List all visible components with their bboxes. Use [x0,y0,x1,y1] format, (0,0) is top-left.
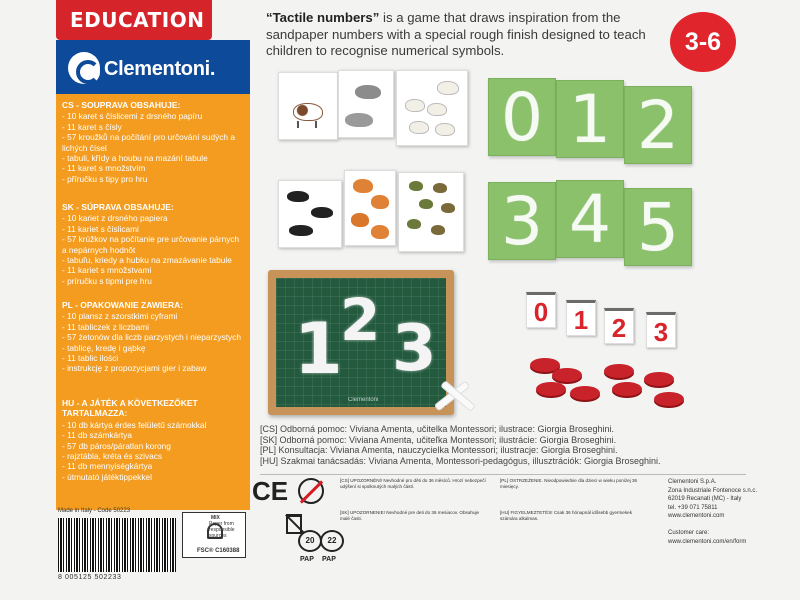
tactile-number: 5 [637,189,679,266]
dog-icon [287,191,309,202]
language-block [62,300,244,374]
language-block [62,202,244,286]
contents-item: - instrukcję z propozycjami gier i zabaw [62,363,244,373]
duck-icon [409,181,423,191]
language-title: PL - OPAKOWANIE ZAWIERA: [62,300,184,310]
dog-icon [289,225,313,236]
credit-line: [SK] Odborná pomoc: Viviana Amenta, učiteľka Montessori; ilustrácie: Giorgia Broseghini. [260,434,617,445]
contents-item: - 10 plansz z szorstkimi cyframi [62,311,244,321]
duck-icon [433,183,447,193]
counter-chip [570,386,600,400]
contents-list [62,111,244,184]
donkey-icon [345,113,373,127]
sheep-icon [427,103,447,116]
fsc-label [182,512,246,558]
education-label: EDUCATION [70,8,205,32]
intro-text [266,10,658,60]
age-badge: 3-6 [670,12,736,72]
contents-item: - 10 db kártya érdes felületű számokkal [62,420,244,430]
number-tile: 3 [646,312,676,348]
dog-icon [311,207,333,218]
small-parts-warning-icon [298,478,324,504]
tactile-number: 3 [501,183,543,260]
tactile-number: 4 [569,181,611,258]
fsc-tree-icon [207,523,223,539]
contents-item: - 11 tabliczek z liczbami [62,322,244,332]
pap-label: PAP [322,556,336,563]
contents-item: - 57 krúžkov na počítanie pre určovanie párnych a nepárnych hodnôt [62,234,244,255]
barcode-number: 8 005125 502233 [58,574,176,581]
sheep-icon [435,123,455,136]
animal-card-donkeys [338,70,394,138]
address-line: www.clementoni.com/en/form [668,538,747,545]
barcode [58,518,176,572]
sheep-icon [409,121,429,134]
animal-card-cow [278,72,338,140]
intro-rest: is a game that draws inspiration from the sandpaper numbers with a special rough finish designed to teach children to recognise numerical symbols. [266,10,646,58]
number-tile: 0 [526,292,556,328]
animal-card-ducks [398,172,464,252]
language-title: SK - SÚPRAVA OBSAHUJE: [62,202,174,212]
address-line: Customer care: [668,530,710,536]
contents-item: - příručku s tipy pro hru [62,174,244,184]
recycle-icon: 20 [298,530,322,552]
board-number: 3 [392,312,437,386]
contents-item: - tablicę, kredę i gąbkę [62,343,244,353]
contents-list [62,420,244,482]
made-in: Made in Italy - Code 50223 [58,508,131,514]
tactile-card-5 [624,188,692,266]
animal-card-sheep [396,70,468,146]
contents-item: - 10 karet s číslicemi z drsného papíru [62,111,244,121]
language-title: CS - SOUPRAVA OBSAHUJE: [62,100,181,110]
contents-item: - 11 kariet s číslicami [62,224,244,234]
tactile-card-3 [488,182,556,260]
tactile-card-1 [556,80,624,158]
tactile-number: 0 [501,79,543,156]
contents-item: - 11 db számkártya [62,430,244,440]
brand-name: Clementoni. [104,58,216,80]
credit-line: [CS] Odborná pomoc: Viviana Amenta, učitelka Montessori; ilustrace: Giorgia Broseghini. [260,424,615,434]
contents-list [62,311,244,373]
address-line: Zona Industriale Fontenoce s.n.c. [668,487,758,494]
chalkboard-surface [276,278,446,407]
intro-bold: “Tactile numbers” [266,10,380,25]
tactile-card-0 [488,78,556,156]
contents-item: - 11 kariet s množstvami [62,265,244,275]
address-line: Clementoni S.p.A. [668,479,717,485]
tactile-number: 1 [569,81,611,158]
fox-icon [371,195,389,209]
counter-chip [552,368,582,382]
contents-item: - 11 db mennyiségkártya [62,461,244,471]
contents-item: - rajztábla, kréta és szivacs [62,451,244,461]
animal-card-dogs [278,180,342,248]
sheep-icon [405,99,425,112]
language-block [62,100,244,184]
number-tile: 2 [604,308,634,344]
fsc-line: Paper from responsible sources [209,521,235,539]
contents-item: - 57 kroužků na počítání pro určování sudých a lichých čísel [62,132,244,153]
contents-item: - 57 żetonów dla liczb parzystych i nieparzystych [62,332,244,342]
crossed-bin-icon [286,514,302,534]
address-line: www.clementoni.com [668,513,725,519]
contents-item: - príručku s tipmi pre hru [62,276,244,286]
duck-icon [407,219,421,229]
contents-item: - 10 kariet z drsného papiera [62,213,244,223]
counter-chip [604,364,634,378]
contents-item: - 11 karet s množstvím [62,163,244,173]
divider [260,474,746,475]
number-tile: 1 [566,300,596,336]
counter-chip [612,382,642,396]
recycle-icon: 22 [320,530,344,552]
clementoni-logo-icon [68,52,100,84]
duck-icon [419,199,433,209]
donkey-icon [355,85,381,99]
duck-icon [431,225,445,235]
company-address [668,478,757,546]
cow-leg [297,121,299,128]
board-number: 1 [294,308,343,390]
credits [260,424,661,466]
fsc-line: FSC® C160388 [197,548,240,554]
contents-item: - 11 karet s čísly [62,122,244,132]
contents-item: - tabuli, křídy a houbu na mazání tabule [62,153,244,163]
tactile-card-4 [556,180,624,258]
language-title: HU - A JÁTÉK A KÖVETKEZŐKET TARTALMAZZA: [62,398,198,419]
animal-card-foxes [344,170,396,246]
tactile-number: 2 [637,87,679,164]
address-line: tel. +39 071 75811 [668,504,718,511]
contents-item: - útmutató játéktippekkel [62,472,244,482]
contents-item: - tabuľu, kriedy a hubku na zmazávanie tabule [62,255,244,265]
contents-item: - 57 db páros/páratlan korong [62,441,244,451]
warning-line: [HU] FIGYELMEZTETÉS! Csak 36 hónapnál idősebb gyermekek számára alkalmas. [500,510,632,521]
warning-text [340,478,490,522]
warning-text [500,478,650,522]
duck-icon [441,203,455,213]
fox-icon [371,225,389,239]
pap-label: PAP [300,556,314,563]
warning-line: [SK] UPOZORNENIE! Nevhodné pre deti do 36 mesiacov. Obsahuje malé časti. [340,510,480,521]
warning-line: [CS] UPOZORNĚNÍ! Nevhodné pro děti do 36 měsíců. Hrozí nebezpečí udýšení si spolknutých malých částí. [340,478,486,489]
address-line [668,521,757,530]
counter-chip [644,372,674,386]
tactile-card-2 [624,86,692,164]
fox-icon [353,179,373,193]
credit-line: [PL] Konsultacja: Viviana Amenta, nauczycielka Montessori; ilustracje: Giorgia Broseghini. [260,445,618,456]
language-block [62,398,244,482]
fox-icon [351,213,369,227]
contents-item: - 11 tablic ilości [62,353,244,363]
cow-leg [315,121,317,128]
address-line: 62019 Recanati (MC) - Italy [668,496,742,502]
counter-chip [654,392,684,406]
warning-line: [PL] OSTRZEŻENIE. Nieodpowiednie dla dzieci w wieku poniżej 36 miesięcy. [500,478,638,489]
credit-line: [HU] Szakmai tanácsadás: Viviana Amenta, Montessori-pedagógus, illusztrációk: Giorgia Broseghini. [260,455,661,466]
sheep-icon [437,81,459,95]
contents-list [62,213,244,286]
cow-icon [293,103,323,121]
fsc-line: MIX [211,515,220,521]
board-number: 2 [340,286,381,354]
counter-chip [536,382,566,396]
board-brand: Clementoni [348,397,379,403]
ce-mark-icon: CE [252,476,289,506]
chalkboard [268,270,454,415]
